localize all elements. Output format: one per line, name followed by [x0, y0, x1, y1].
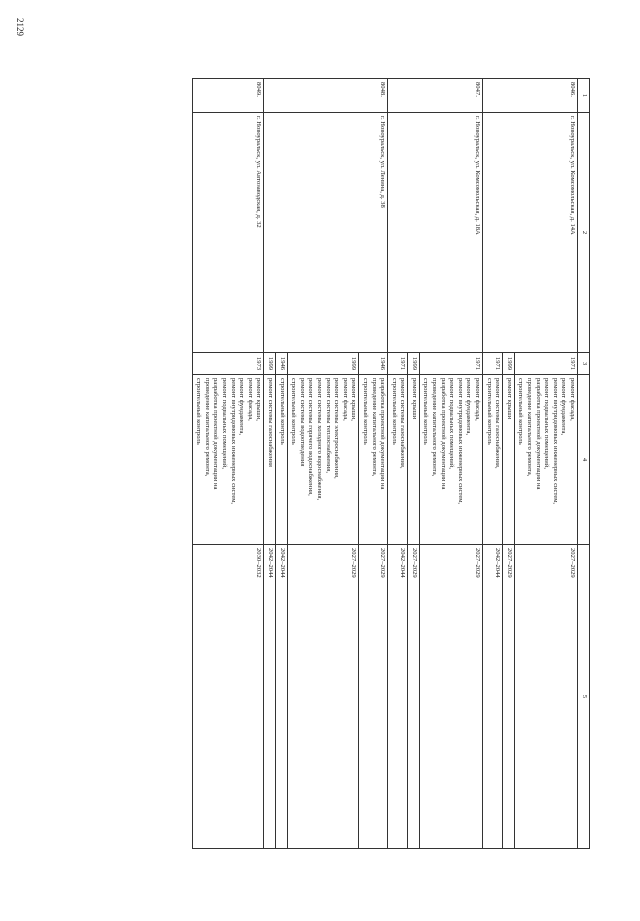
work-item: ремонт системы газоснабжения [267, 378, 274, 467]
repair-period: 2027–2029 [359, 545, 388, 849]
work-item: ремонт подвальных помещений, [221, 378, 229, 469]
row-number: 8047. [388, 79, 483, 113]
work-item: ремонт системы горячего водоснабжения, [307, 378, 315, 496]
header-cell: 2 [578, 113, 590, 353]
work-item: разработка проектной документации на [379, 378, 387, 490]
work-item: проведение капитального ремонта, [203, 378, 211, 477]
work-item: разработка проектной документации на [439, 378, 447, 490]
repair-schedule-table [192, 78, 590, 849]
work-item: строительный контроль [485, 378, 493, 445]
work-item: ремонт крыши [410, 378, 418, 420]
work-item: строительный контроль [195, 378, 203, 445]
work-item: ремонт внутридомовых инженерных систем, [551, 378, 559, 505]
table-row [359, 79, 388, 849]
works-list [419, 375, 482, 545]
work-item: ремонт крыши [505, 378, 513, 420]
work-item: ремонт крыши, [255, 378, 263, 421]
header-cell: 5 [578, 545, 590, 849]
repair-period: 2042–2044 [264, 545, 276, 849]
table-row [192, 79, 264, 849]
works-list [514, 375, 577, 545]
commission-year: 1971 [388, 353, 408, 375]
commission-year: 1999 [287, 353, 359, 375]
work-item: проведение капитального ремонта, [431, 378, 439, 477]
work-item: строительный контроль [278, 378, 286, 445]
works-list [192, 375, 264, 545]
work-item: ремонт системы холодного водоснабжения, [315, 378, 323, 501]
work-item: ремонт системы газоснабжения, [399, 378, 407, 469]
works-list [408, 375, 420, 545]
repair-period: 2042–2044 [483, 545, 503, 849]
works-list [264, 375, 276, 545]
work-item: разработка проектной документации на [212, 378, 220, 490]
repair-period: 2042–2044 [276, 545, 288, 849]
work-item: ремонт крыши, [350, 378, 358, 421]
works-list [503, 375, 515, 545]
commission-year: 1946 [359, 353, 388, 375]
commission-year: 1971 [514, 353, 577, 375]
work-item: ремонт внутридомовых инженерных систем, [229, 378, 237, 505]
commission-year: 1999 [408, 353, 420, 375]
header-cell: 3 [578, 353, 590, 375]
work-item: ремонт внутридомовых инженерных систем, [456, 378, 464, 505]
works-list [359, 375, 388, 545]
works-list [287, 375, 359, 545]
work-item: ремонт фасада, [474, 378, 482, 421]
work-item: проведение капитального ремонта, [370, 378, 378, 477]
works-list [388, 375, 408, 545]
works-list [276, 375, 288, 545]
row-number: 8046. [483, 79, 578, 113]
rotated-page [80, 78, 590, 848]
work-item: ремонт системы теплоснабжения, [324, 378, 332, 473]
work-item: ремонт фасада, [569, 378, 576, 421]
header-row [578, 79, 590, 849]
repair-period: 2042–2044 [388, 545, 408, 849]
work-item: строительный контроль [290, 378, 298, 445]
work-item: строительный контроль [390, 378, 398, 445]
header-cell: 1 [578, 79, 590, 113]
row-number: 8049. [192, 79, 264, 113]
repair-period: 2027–2029 [287, 545, 359, 849]
document-table-container [80, 78, 590, 848]
work-item: ремонт системы водоотведения [298, 378, 306, 467]
repair-period: 2027–2029 [419, 545, 482, 849]
repair-period: 2030–2032 [192, 545, 264, 849]
commission-year: 1999 [264, 353, 276, 375]
work-item: разработка проектной документации на [534, 378, 542, 490]
table-row [514, 79, 577, 849]
page-number: 2129 [15, 18, 25, 36]
commission-year: 1971 [419, 353, 482, 375]
table-row [419, 79, 482, 849]
building-address: г. Новоуральск, ул. Автозаводская, д. 32 [192, 113, 264, 353]
commission-year: 1973 [192, 353, 264, 375]
work-item: ремонт фундамента, [560, 378, 568, 436]
work-item: ремонт подвальных помещений, [543, 378, 551, 469]
commission-year: 1946 [276, 353, 288, 375]
header-cell: 4 [578, 375, 590, 545]
work-item: строительный контроль [422, 378, 430, 445]
building-address: г. Новоуральск, ул. Комсомольская, д. 14А [483, 113, 578, 353]
work-item: ремонт фундамента, [238, 378, 246, 436]
work-item: ремонт фундамента, [465, 378, 473, 436]
building-address: г. Новоуральск, ул. Комсомольская, д. 18А [388, 113, 483, 353]
commission-year: 1999 [503, 353, 515, 375]
works-list [483, 375, 503, 545]
repair-period: 2027–2029 [503, 545, 515, 849]
work-item: проведение капитального ремонта, [526, 378, 534, 477]
work-item: строительный контроль [517, 378, 525, 445]
repair-period: 2027–2029 [408, 545, 420, 849]
work-item: строительный контроль [361, 378, 369, 445]
work-item: ремонт фасада, [246, 378, 254, 421]
work-item: ремонт системы газоснабжения, [494, 378, 502, 469]
building-address: г. Новоуральск, ул. Ленина, д. 38 [264, 113, 388, 353]
work-item: ремонт системы электроснабжения, [333, 378, 341, 479]
work-item: ремонт фасада, [341, 378, 349, 421]
commission-year: 1971 [483, 353, 503, 375]
row-number: 8048. [264, 79, 388, 113]
work-item: ремонт подвальных помещений, [448, 378, 456, 469]
repair-period: 2027–2029 [514, 545, 577, 849]
